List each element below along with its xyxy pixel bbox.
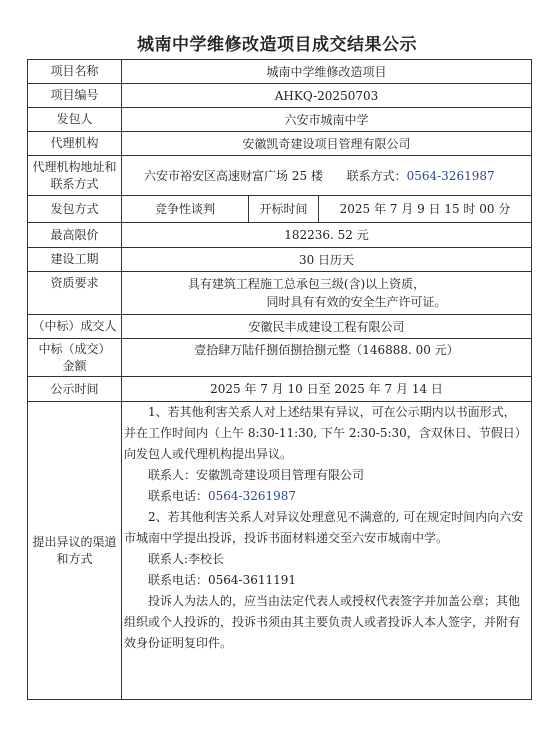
row-qualification — [28, 272, 532, 315]
label-objection — [28, 402, 122, 700]
objection-phone-1 — [124, 486, 527, 507]
row-objection — [28, 402, 532, 700]
row-project-no — [28, 84, 532, 108]
label-agency: 代理机构 — [28, 132, 122, 156]
label-amount-line1: 中标（成交） — [38, 341, 111, 356]
value-objection — [122, 402, 532, 700]
label-qualification: 资质要求 — [28, 272, 122, 315]
label-objection-line2: 和方式 — [56, 551, 93, 566]
label-method: 发包方式 — [28, 196, 122, 223]
row-agency — [28, 132, 532, 156]
label-agency-address-line1: 代理机构地址和 — [32, 159, 117, 174]
label-bid-time: 开标时间 — [249, 196, 319, 223]
value-project-name: 城南中学维修改造项目 — [122, 60, 532, 84]
row-employer — [28, 108, 532, 132]
row-project-name — [28, 60, 532, 84]
agency-address-text: 六安市裕安区高速财富广场 25 楼 — [144, 168, 323, 183]
objection-paragraph-1: 1、若其他利害关系人对上述结果有异议，可在公示期内以书面形式，并在工作时间内（上午 8:30-11:30, 下午 2:30-5:30，含双休日、节假日）向发包人或代理机构提出异议。 — [124, 405, 527, 461]
agency-contact-phone: 0564-3261987 — [406, 168, 495, 183]
row-amount — [28, 339, 532, 377]
label-project-name: 项目名称 — [28, 60, 122, 84]
label-period: 建设工期 — [28, 248, 122, 272]
label-project-no: 项目编号 — [28, 84, 122, 108]
row-winner — [28, 315, 532, 339]
objection-contact-1: 联系人：安徽凯奇建设项目管理有限公司 — [148, 468, 365, 482]
page-title: 城南中学维修改造项目成交结果公示 — [137, 35, 417, 55]
label-employer: 发包人 — [28, 108, 122, 132]
value-winner: 安徽民丰成建设工程有限公司 — [122, 315, 532, 339]
value-bid-time: 2025 年 7 月 9 日 15 时 00 分 — [319, 196, 532, 223]
row-period — [28, 248, 532, 272]
objection-contact-2: 联系人:李校长 — [148, 552, 225, 566]
value-agency: 安徽凯奇建设项目管理有限公司 — [122, 132, 532, 156]
objection-phone-1-number: 0564-3261987 — [208, 489, 297, 503]
row-agency-address — [28, 156, 532, 196]
value-agency-address — [122, 156, 532, 196]
value-employer: 六安市城南中学 — [122, 108, 532, 132]
value-publicity: 2025 年 7 月 10 日至 2025 年 7 月 14 日 — [122, 377, 532, 402]
qualification-line1: 具有建筑工程施工总承包三级(含)以上资质， — [187, 277, 426, 291]
label-publicity: 公示时间 — [28, 377, 122, 402]
value-method: 竞争性谈判 — [122, 196, 249, 223]
objection-phone-1-label: 联系电话： — [148, 489, 209, 503]
value-project-no: AHKQ-20250703 — [122, 84, 532, 108]
objection-paragraph-2: 2、若其他利害关系人对异议处理意见不满意的, 可在规定时间内向六安市城南中学提出投诉，投诉书面材料递交至六安市城南中学。 — [124, 510, 524, 545]
result-table — [27, 59, 532, 700]
value-amount: 壹拾肆万陆仟捌佰捌拾捌元整（146888. 00 元） — [122, 339, 532, 377]
label-agency-address-line2: 联系方式 — [50, 176, 99, 191]
objection-phone-2: 联系电话：0564-3611191 — [148, 573, 297, 587]
label-agency-address — [28, 156, 122, 196]
label-winner: （中标）成交人 — [28, 315, 122, 339]
label-amount — [28, 339, 122, 377]
value-qualification — [122, 272, 532, 315]
value-period: 30 日历天 — [122, 248, 532, 272]
row-max-price — [28, 223, 532, 248]
row-method — [28, 196, 532, 223]
label-amount-line2: 金额 — [62, 358, 87, 373]
row-publicity — [28, 377, 532, 402]
qualification-line2: 同时具有有效的安全生产许可证。 — [266, 295, 447, 309]
value-max-price: 182236. 52 元 — [122, 223, 532, 248]
objection-paragraph-3: 投诉人为法人的，应当由法定代表人或授权代表签字并加盖公章；其他组织或个人投诉的，投诉书须由其主要负责人或者投诉人本人签字，并附有效身份证明复印件。 — [124, 594, 521, 650]
agency-contact-label: 联系方式： — [346, 168, 407, 183]
label-max-price: 最高限价 — [28, 223, 122, 248]
label-objection-line1: 提出异议的渠道 — [32, 534, 117, 549]
